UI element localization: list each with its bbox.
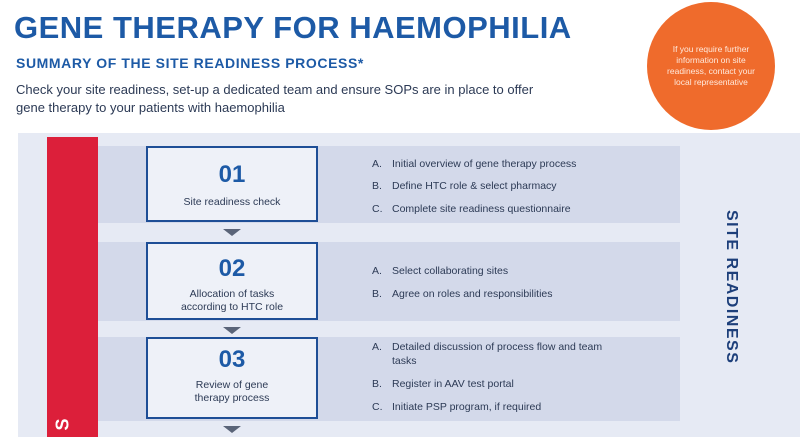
task-letter: B. <box>372 180 382 192</box>
task-text: Select collaborating sites <box>392 265 509 277</box>
step-label: Site readiness check <box>183 196 281 208</box>
step-label: Review of gene therapy process <box>194 379 270 404</box>
intro-paragraph: Check your site readiness, set-up a dedicated team and ensure SOPs are in place to offer gene therapy to your patients with haemophilia <box>16 82 534 115</box>
step-number: 03 <box>218 346 246 373</box>
step-box-01 <box>146 146 318 222</box>
task-item <box>372 377 672 391</box>
task-letter: A. <box>372 158 382 170</box>
task-text: Register in AAV test portal <box>392 378 514 390</box>
step-label: Allocation of tasks according to HTC role <box>180 288 284 313</box>
step-box-02 <box>146 242 318 320</box>
red-bar-letter: S <box>52 418 73 431</box>
task-letter: A. <box>372 265 382 277</box>
down-arrow-icon <box>223 426 241 433</box>
task-text: Initial overview of gene therapy process <box>392 158 577 170</box>
step-box-03 <box>146 337 318 419</box>
page-title: GENE THERAPY FOR HAEMOPHILIA <box>14 10 572 45</box>
step-number: 01 <box>218 161 246 188</box>
task-item <box>372 157 672 171</box>
task-letter: B. <box>372 288 382 300</box>
step-number: 02 <box>218 255 246 282</box>
task-letter: B. <box>372 378 382 390</box>
page-subtitle: SUMMARY OF THE SITE READINESS PROCESS* <box>16 55 364 71</box>
task-text: Initiate PSP program, if required <box>392 401 542 413</box>
task-item <box>372 264 672 278</box>
task-item <box>372 340 672 368</box>
task-letter: C. <box>372 203 383 215</box>
task-letter: A. <box>372 341 382 353</box>
callout-text: If you require further information on site readiness, contact your local representative <box>667 44 755 87</box>
task-item <box>372 287 672 301</box>
task-text: Detailed discussion of process flow and team tasks <box>392 341 603 367</box>
task-text: Complete site readiness questionnaire <box>392 203 571 215</box>
task-item <box>372 202 672 216</box>
task-letter: C. <box>372 401 383 413</box>
down-arrow-icon <box>223 229 241 236</box>
section-red-bar <box>47 137 98 437</box>
task-text: Agree on roles and responsibilities <box>392 288 553 300</box>
info-callout <box>647 2 775 130</box>
down-arrow-icon <box>223 327 241 334</box>
task-item <box>372 400 672 414</box>
task-item <box>372 179 672 193</box>
site-readiness-side-label: SITE READINESS <box>723 210 740 365</box>
task-text: Define HTC role & select pharmacy <box>392 180 557 192</box>
